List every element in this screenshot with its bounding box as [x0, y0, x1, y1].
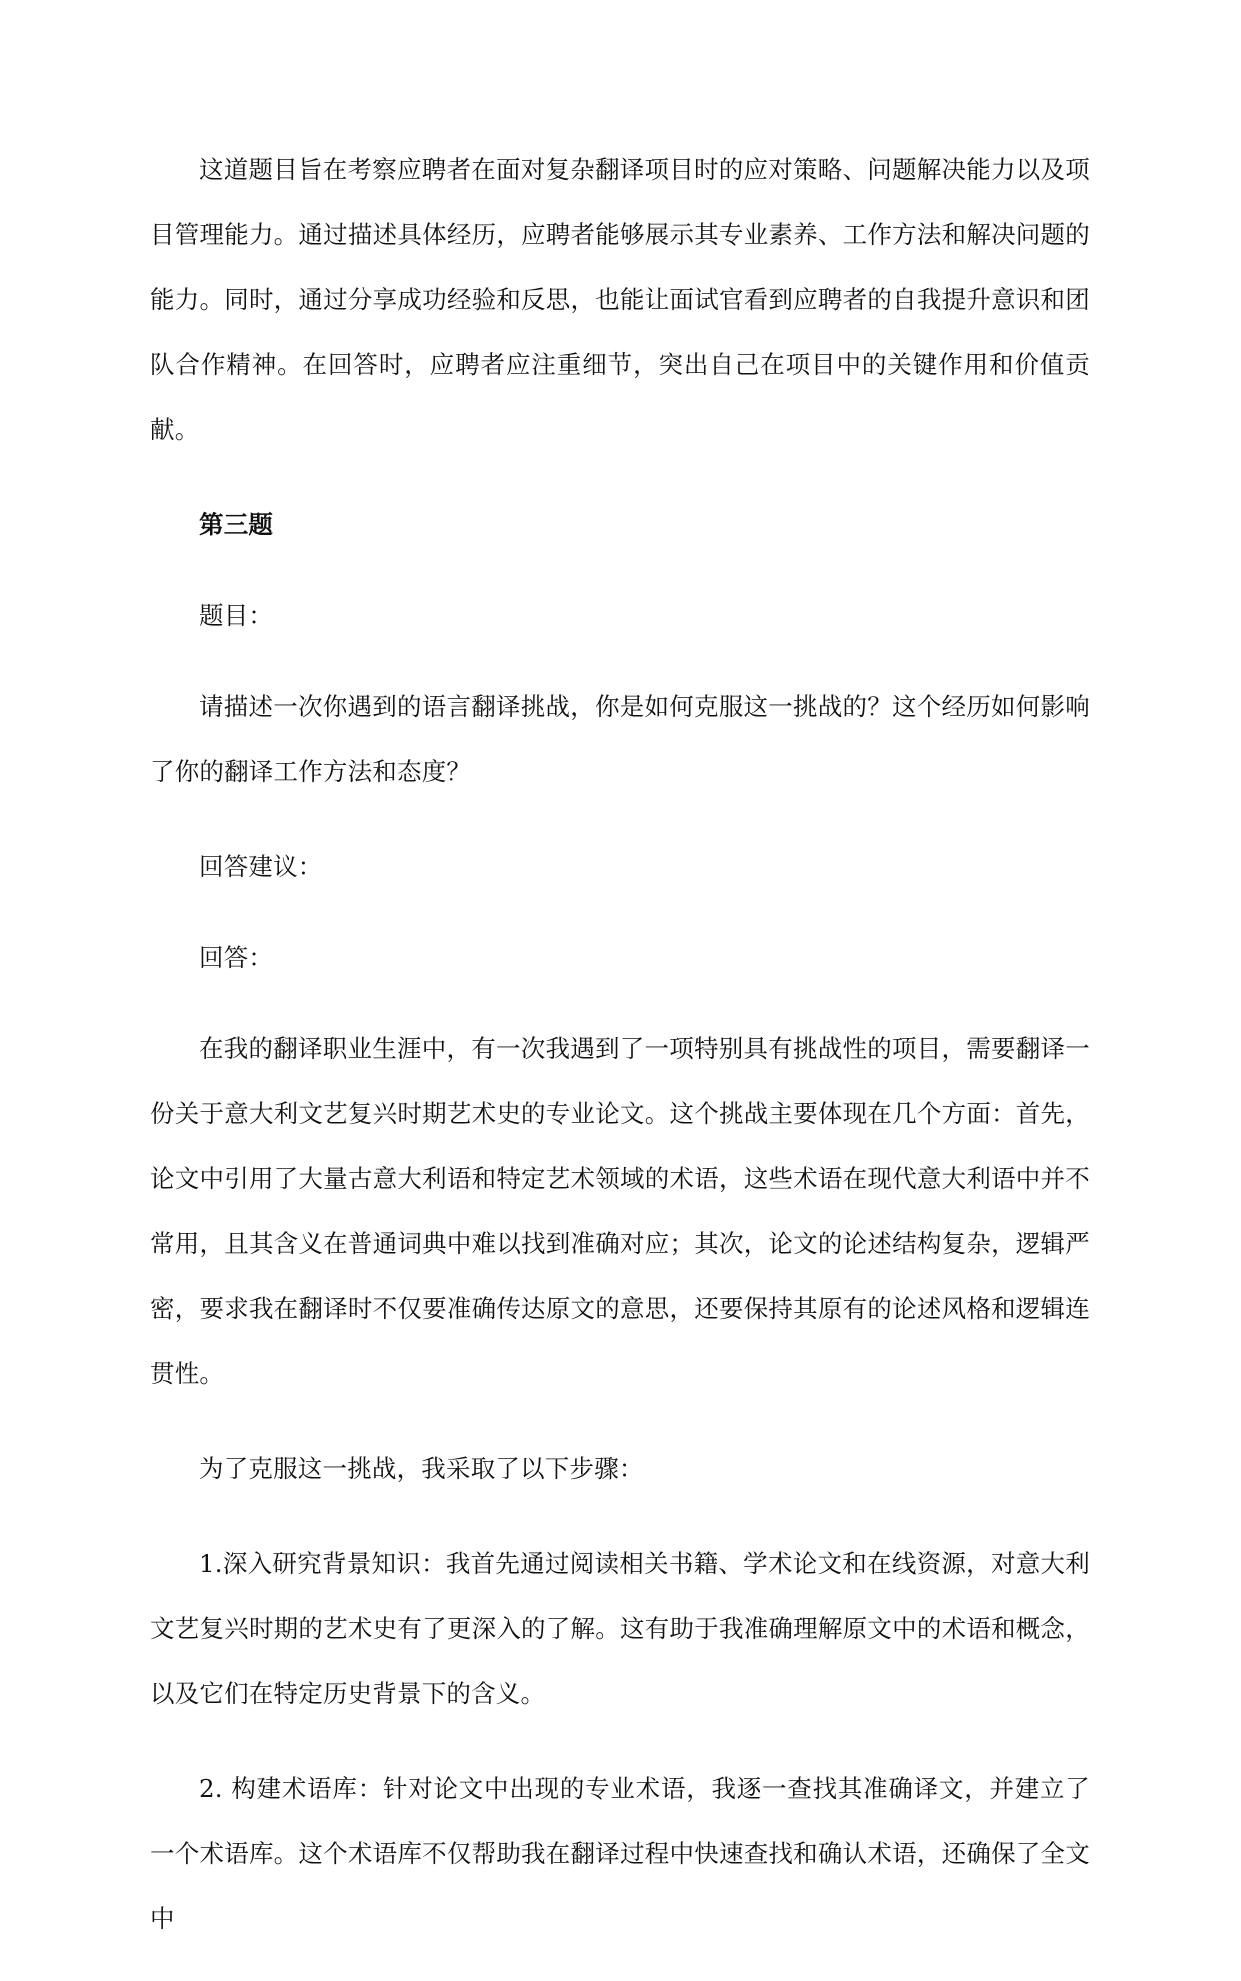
step-item-1: 1.深入研究背景知识：我首先通过阅读相关书籍、学术论文和在线资源，对意大利文艺复兴时期的艺术史有了更深入的了解。这有助于我准确理解原文中的术语和概念，以及它们在特定历史背景下的含义。: [150, 1549, 1090, 1708]
document-page: [150, 137, 1090, 1981]
answer-label: 回答：: [199, 943, 274, 972]
paragraph-summary: 这道题目旨在考察应聘者在面对复杂翻译项目时的应对策略、问题解决能力以及项目管理能力。通过描述具体经历，应聘者能够展示其专业素养、工作方法和解决问题的能力。同时，通过分享成功经验和反思，也能让面试官看到应聘者的自我提升意识和团队合作精神。在回答时，应聘者应注重细节，突出自己在项目中的关键作用和价值贡献。: [150, 155, 1090, 444]
question-text: 请描述一次你遇到的语言翻译挑战，你是如何克服这一挑战的？这个经历如何影响了你的翻译工作方法和态度？: [150, 692, 1090, 786]
answer-paragraph-steps: 为了克服这一挑战，我采取了以下步骤：: [199, 1454, 644, 1483]
answer-paragraph-intro: 在我的翻译职业生涯中，有一次我遇到了一项特别具有挑战性的项目，需要翻译一份关于意大利文艺复兴时期艺术史的专业论文。这个挑战主要体现在几个方面：首先，论文中引用了大量古意大利语和特定艺术领域的术语，这些术语在现代意大利语中并不常用，且其含义在普通词典中难以找到准确对应；其次，论文的论述结构复杂，逻辑严密，要求我在翻译时不仅要准确传达原文的意思，还要保持其原有的论述风格和逻辑连贯性。: [150, 1034, 1090, 1388]
section-heading: 第三题: [199, 510, 274, 539]
step-item-2: 2. 构建术语库：针对论文中出现的专业术语，我逐一查找其准确译文，并建立了一个术语库。这个术语库不仅帮助我在翻译过程中快速查找和确认术语，还确保了全文中: [150, 1774, 1090, 1933]
answer-suggestion-label: 回答建议：: [199, 852, 323, 881]
question-label: 题目：: [199, 601, 274, 630]
